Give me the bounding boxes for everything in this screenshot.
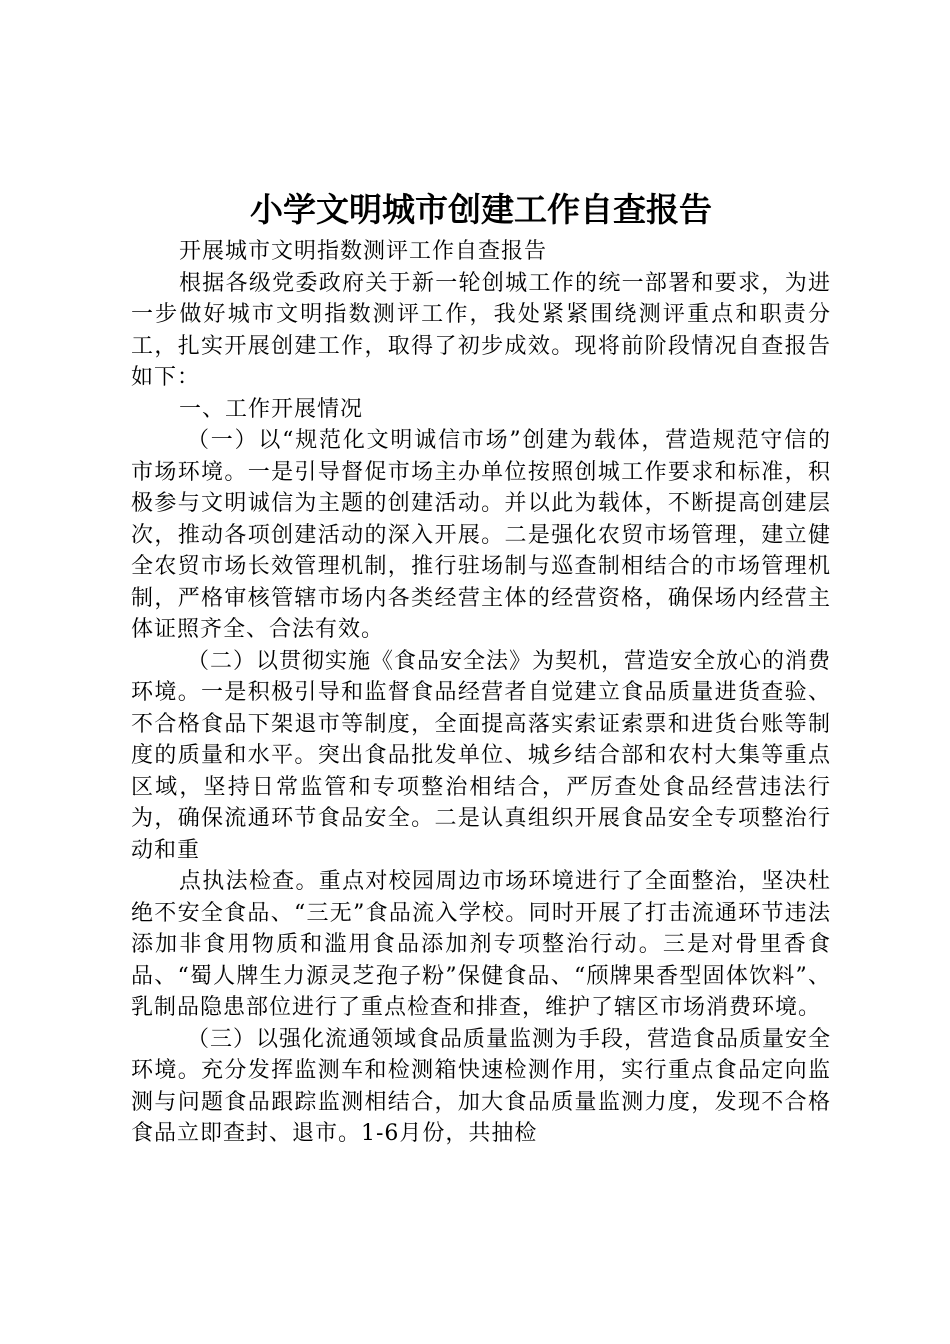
body-paragraph-3: 点执法检查。重点对校园周边市场环境进行了全面整治，坚决杜绝不安全食品、“三无”食品流入学校。同时开展了打击流通环节违法添加非食用物质和滥用食品添加剂专项整治行动。三是对骨里香食品、“蜀人牌生力源灵芝孢子粉”保健食品、“颀牌果香型固体饮料”、乳制品隐患部位进行了重点检查和排查，维护了辖区市场消费环境。 — [131, 869, 831, 1020]
body-paragraph-1: （一）以“规范化文明诚信市场”创建为载体，营造规范守信的市场环境。一是引导督促市场主办单位按照创城工作要求和标准，积极参与文明诚信为主题的创建活动。并以此为载体，不断提高创建层次，推动各项创建活动的深入开展。二是强化农贸市场管理，建立健全农贸市场长效管理机制，推行驻场制与巡查制相结合的市场管理机制，严格审核管辖市场内各类经营主体的经营资格，确保场内经营主体证照齐全、合法有效。 — [131, 428, 831, 642]
document-title: 小学文明城市创建工作自查报告 — [250, 190, 712, 229]
body-paragraph-2: （二）以贯彻实施《食品安全法》为契机，营造安全放心的消费环境。一是积极引导和监督食品经营者自觉建立食品质量进货查验、不合格食品下架退市等制度，全面提高落实索证索票和进货台账等制度的质量和水平。突出食品批发单位、城乡结合部和农村大集等重点区域，坚持日常监管和专项整治相结合，严厉查处食品经营违法行为，确保流通环节食品安全。二是认真组织开展食品安全专项整治行动和重 — [131, 648, 832, 863]
document-page — [131, 186, 831, 1150]
subtitle-paragraph: 开展城市文明指数测评工作自查报告 — [179, 239, 548, 264]
intro-paragraph: 根据各级党委政府关于新一轮创城工作的统一部署和要求，为进一步做好城市文明指数测评工作，我处紧紧围绕测评重点和职责分工，扎实开展创建工作，取得了初步成效。现将前阶段情况自查报告如下： — [131, 270, 831, 390]
section-heading: 一、工作开展情况 — [179, 396, 364, 422]
body-paragraph-4: （三）以强化流通领域食品质量监测为手段，营造食品质量安全环境。充分发挥监测车和检测箱快速检测作用，实行重点食品定向监测与问题食品跟踪监测相结合，加大食品质量监测力度，发现不合格食品立即查封、退市。1-6月份，共抽检 — [131, 1026, 832, 1146]
